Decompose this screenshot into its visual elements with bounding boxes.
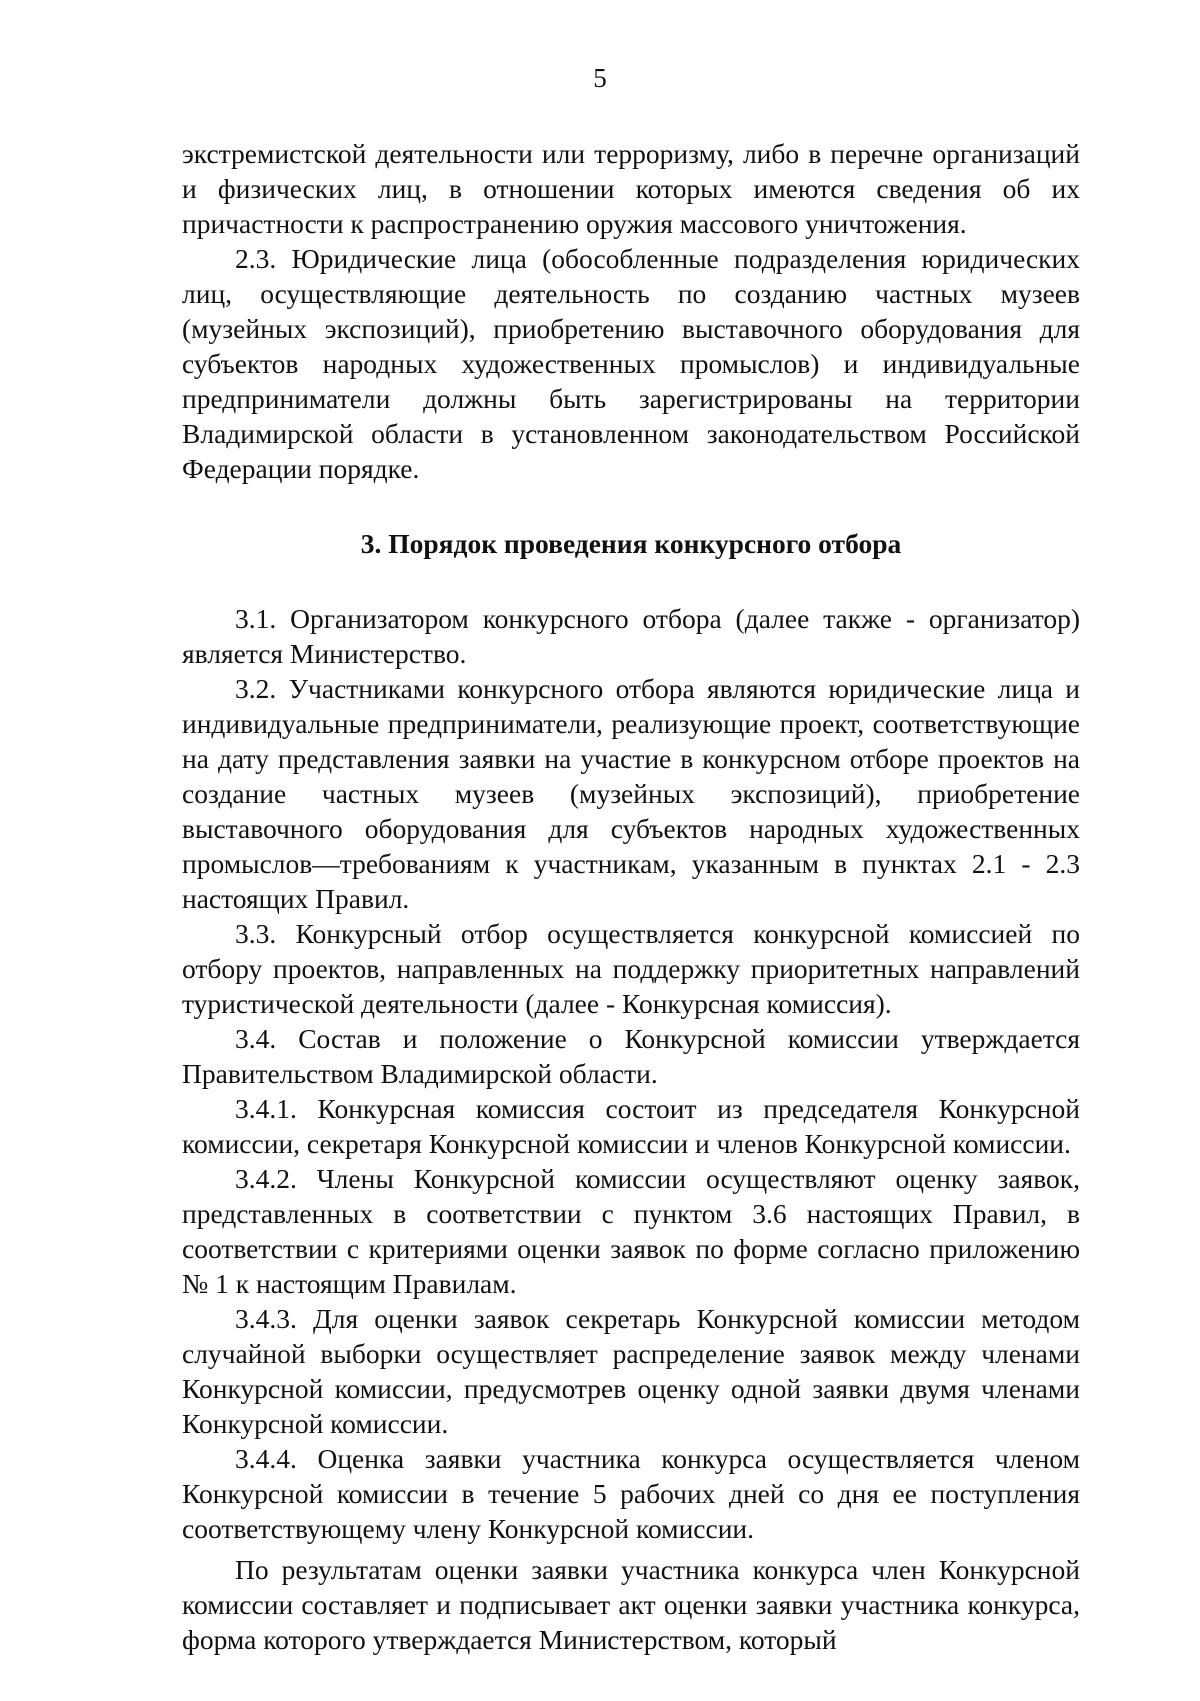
paragraph-3-4-1: 3.4.1. Конкурсная комиссия состоит из председателя Конкурсной комиссии, секретаря Конкурсной комиссии и членов Конкурсной комиссии. — [182, 1093, 1080, 1159]
paragraph-extremism-continuation: экстремистской деятельности или терроризму, либо в перечне организаций и физических лиц, в отношении которых имеются сведения об их причастности к распространению оружия массового уничтожения. — [182, 138, 1080, 239]
section-title: 3. Порядок проведения конкурсного отбора — [360, 528, 902, 559]
paragraph-evaluation-results: По результатам оценки заявки участника конкурса член Конкурсной комиссии составляет и подписывает акт оценки заявки участника конкурса, форма которого утверждается Министерством, который — [182, 1554, 1080, 1655]
paragraph-3-1: 3.1. Организатором конкурсного отбора (далее также - организатор) является Министерство. — [182, 603, 1080, 669]
paragraph-3-4: 3.4. Состав и положение о Конкурсной комиссии утверждается Правительством Владимирской области. — [182, 1023, 1080, 1089]
paragraph-2-3: 2.3. Юридические лица (обособленные подразделения юридических лиц, осуществляющие деятельность по созданию частных музеев (музейных экспозиций), приобретению выставочного оборудования для субъектов народных художественных промыслов) и индивидуальные предприниматели должны быть зарегистрированы на территории Владимирской области в установленном законодательством Российской Федерации порядке. — [182, 243, 1080, 484]
page-number: 5 — [593, 63, 607, 93]
paragraph-3-4-3: 3.4.3. Для оценки заявок секретарь Конкурсной комиссии методом случайной выборки осуществляет распределение заявок между членами Конкурсной комиссии, предусмотрев оценку одной заявки двумя членами Конкурсной комиссии. — [182, 1303, 1080, 1439]
paragraph-3-4-2: 3.4.2. Члены Конкурсной комиссии осуществляют оценку заявок, представленных в соответствии с пунктом 3.6 настоящих Правил, в соответствии с критериями оценки заявок по форме согласно приложению № 1 к настоящим Правилам. — [182, 1163, 1080, 1299]
document-body — [182, 136, 1080, 1657]
paragraph-3-2: 3.2. Участниками конкурсного отбора являются юридические лица и индивидуальные предприниматели, реализующие проект, соответствующие на дату представления заявки на участие в конкурсном отборе проектов на создание частных музеев (музейных экспозиций), приобретение выставочного оборудования для субъектов народных художественных промыслов—требованиям к участникам, указанным в пунктах 2.1 - 2.3 настоящих Правил. — [182, 673, 1080, 914]
paragraph-3-3: 3.3. Конкурсный отбор осуществляется конкурсной комиссией по отбору проектов, направленных на поддержку приоритетных направлений туристической деятельности (далее - Конкурсная комиссия). — [182, 918, 1080, 1019]
paragraph-3-4-4: 3.4.4. Оценка заявки участника конкурса осуществляется членом Конкурсной комиссии в течение 5 рабочих дней со дня ее поступления соответствующему члену Конкурсной комиссии. — [182, 1443, 1080, 1544]
